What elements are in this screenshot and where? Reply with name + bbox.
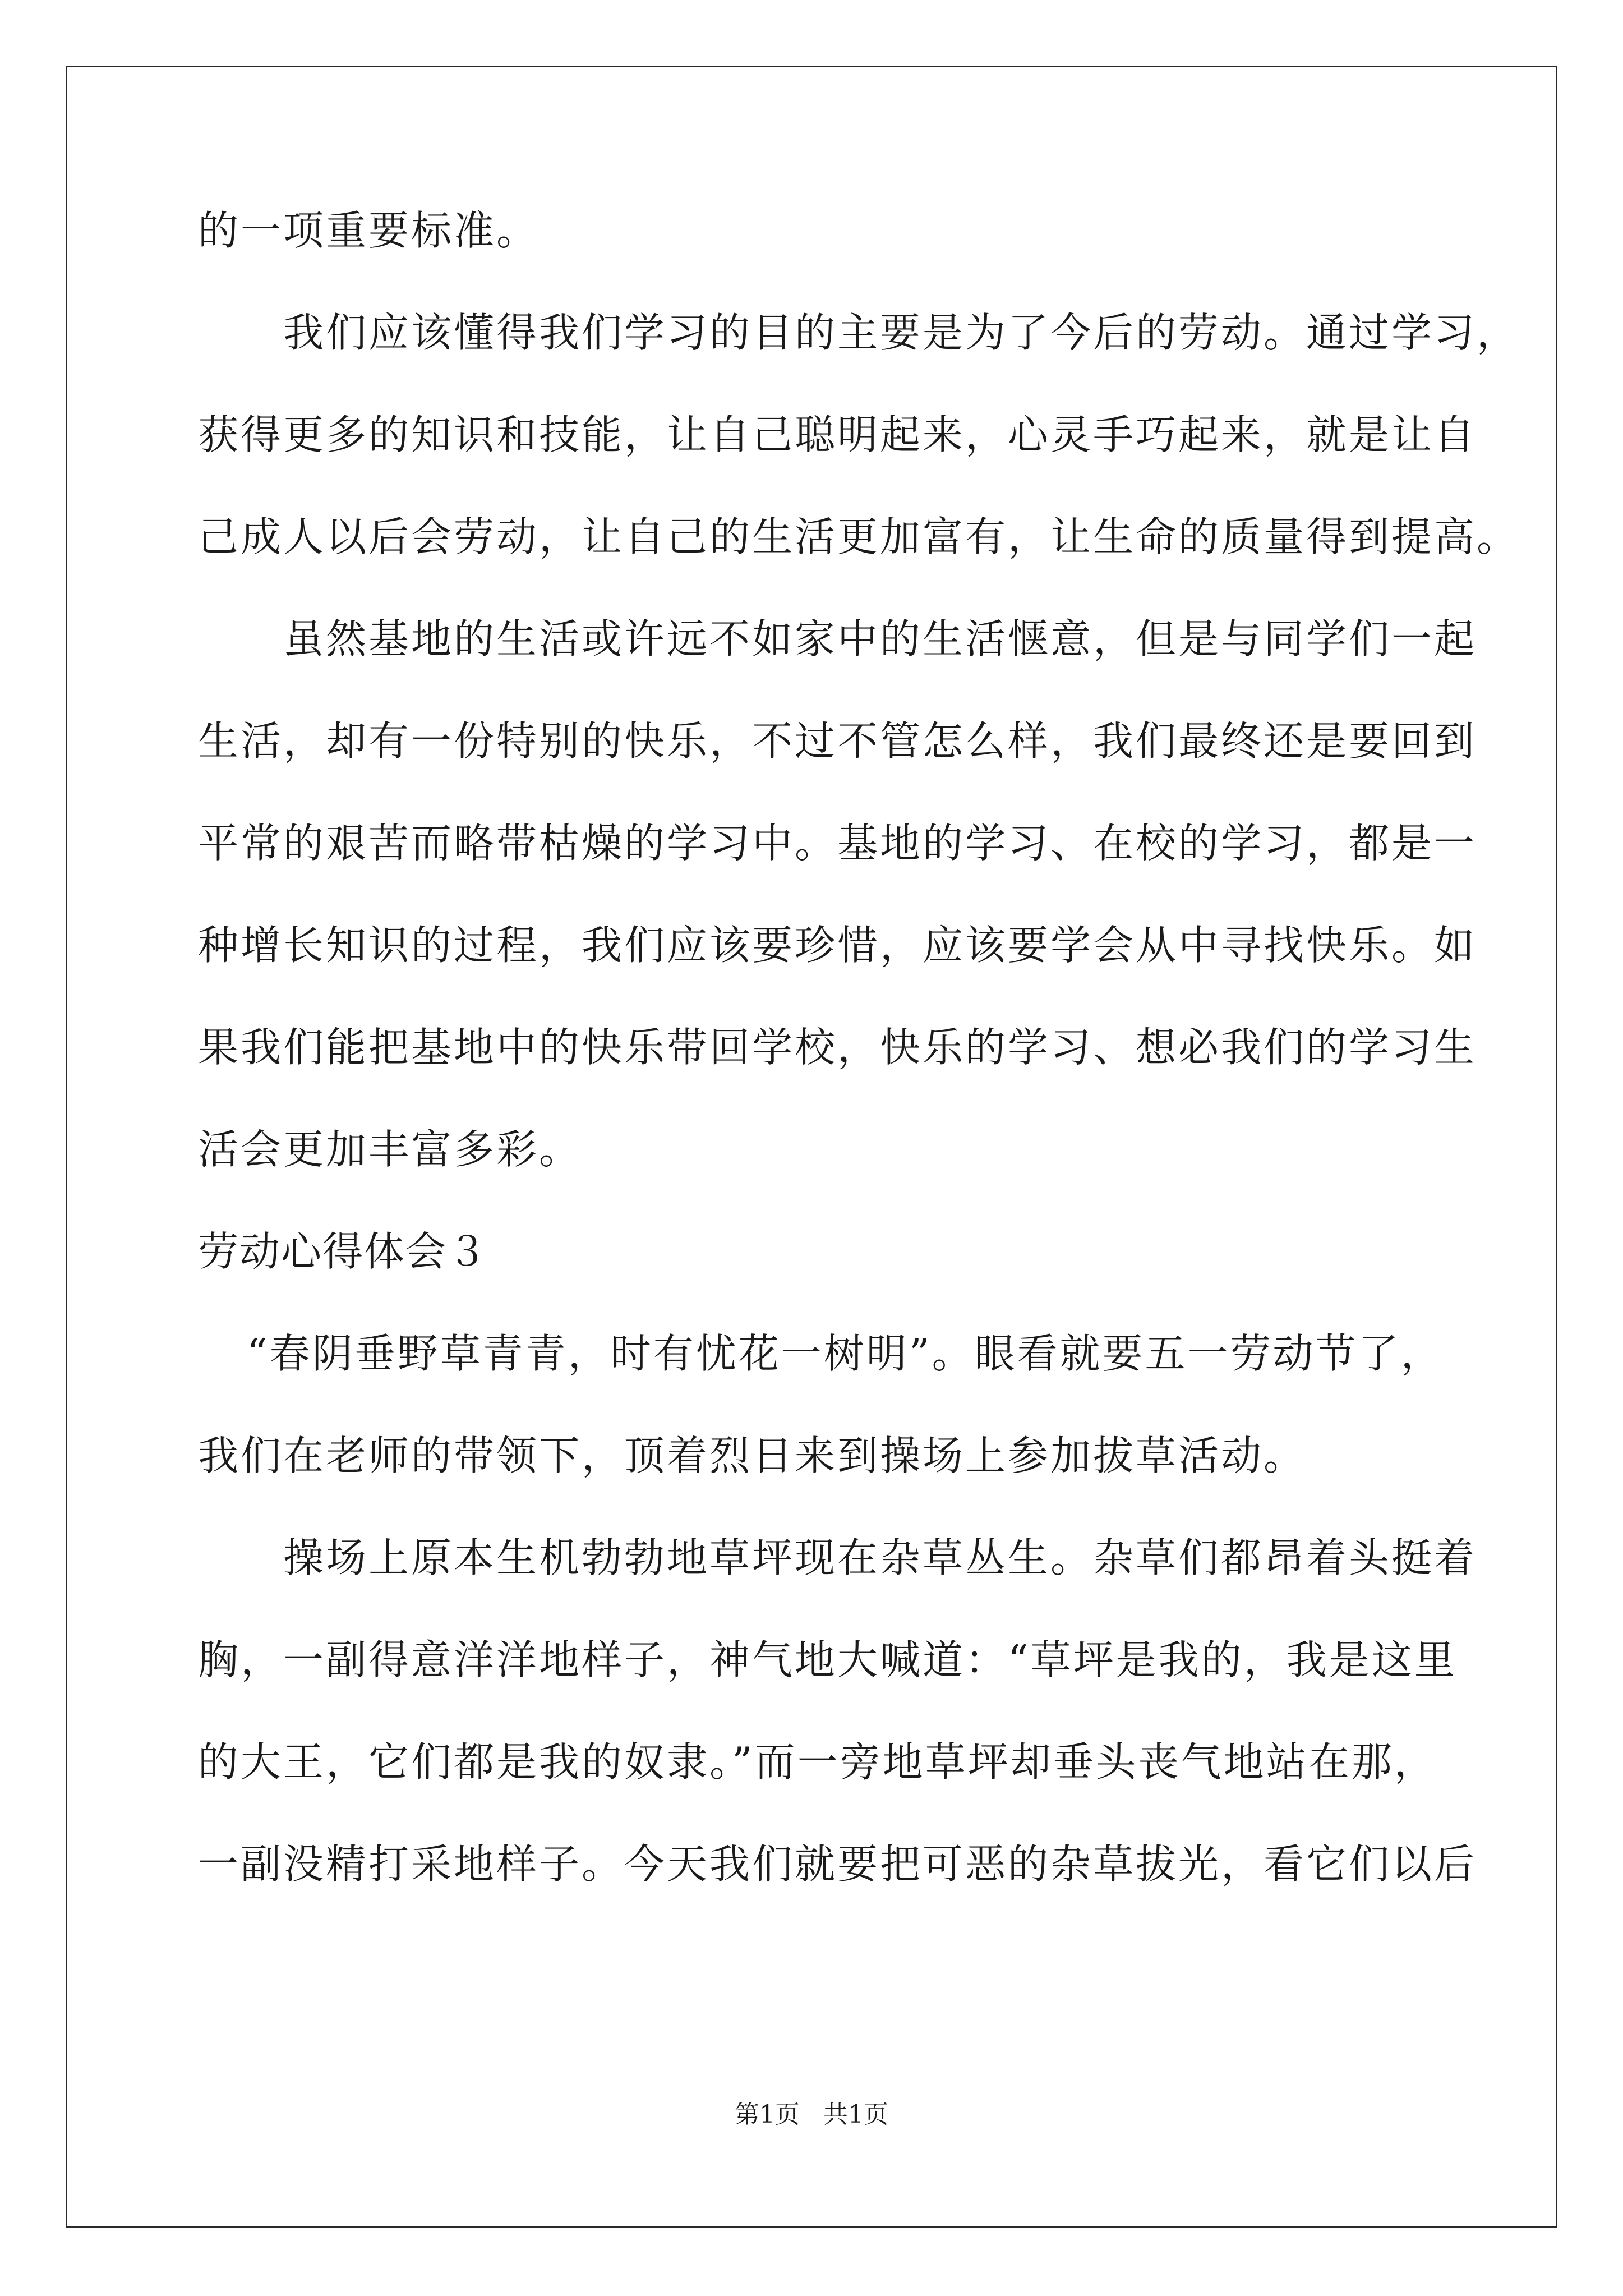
text-line: 获得更多的知识和技能，让自己聪明起来，心灵手巧起来，就是让自 [198, 411, 1477, 458]
text-line: 的一项重要标准。 [198, 207, 540, 254]
paragraph-start-line: 虽然基地的生活或许远不如家中的生活惬意，但是与同学们一起 [283, 615, 1477, 662]
text-line: 我们在老师的带领下，顶着烈日来到操场上参加拔草活动。 [198, 1432, 1307, 1479]
text-line: 一副没精打采地样子。今天我们就要把可恶的杂草拔光，看它们以后 [198, 1841, 1477, 1888]
text-line: 胸，一副得意洋洋地样子，神气地大喊道：“草坪是我的，我是这里 [198, 1636, 1457, 1683]
paragraph-start-line: 操场上原本生机勃勃地草坪现在杂草丛生。杂草们都昂着头挺着 [283, 1534, 1477, 1581]
page-number-footer: 第1页 共1页 [735, 2100, 888, 2129]
text-line: 己成人以后会劳动，让自己的生活更加富有，让生命的质量得到提高。 [198, 513, 1520, 560]
text-line: 果我们能把基地中的快乐带回学校，快乐的学习、想必我们的学习生 [198, 1024, 1477, 1071]
section-heading: 劳动心得体会３ [198, 1228, 489, 1275]
text-line: 种增长知识的过程，我们应该要珍惜，应该要学会从中寻找快乐。如 [198, 922, 1477, 969]
text-line: 活会更加丰富多彩。 [198, 1126, 582, 1173]
text-line: 生活，却有一份特别的快乐，不过不管怎么样，我们最终还是要回到 [198, 717, 1477, 765]
text-line: 的大王，它们都是我的奴隶。”而一旁地草坪却垂头丧气地站在那， [198, 1738, 1437, 1786]
paragraph-start-line: “春阴垂野草青青，时有忧花一树明”。眼看就要五一劳动节了， [247, 1330, 1444, 1377]
paragraph-start-line: 我们应该懂得我们学习的目的主要是为了今后的劳动。通过学习， [283, 309, 1520, 356]
text-line: 平常的艰苦而略带枯燥的学习中。基地的学习、在校的学习，都是一 [198, 820, 1477, 867]
